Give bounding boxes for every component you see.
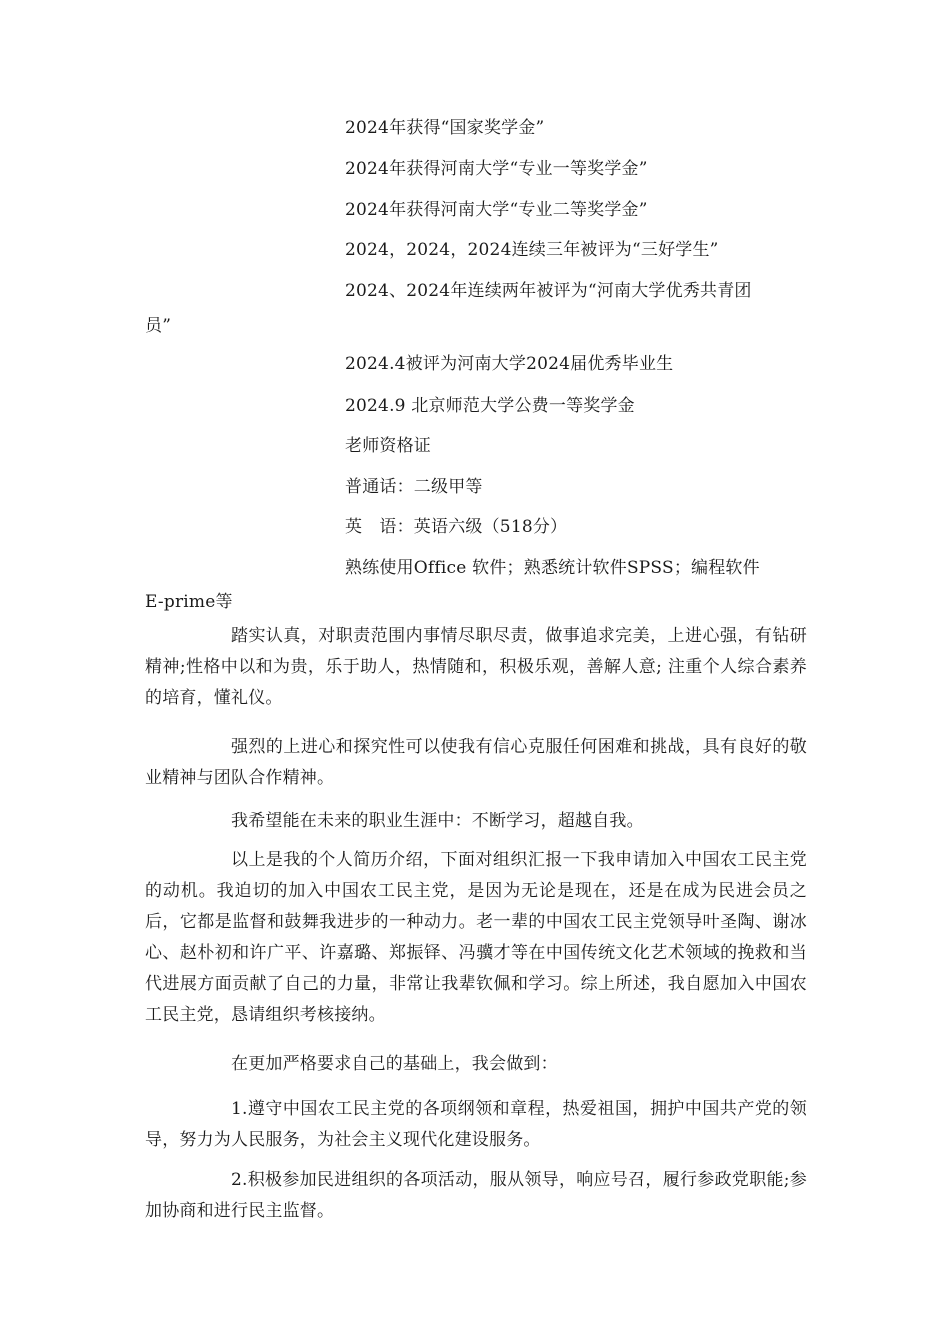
commitment-intro-paragraph: 在更加严格要求自己的基础上，我会做到： [231,1054,558,1074]
honor-item: 2024，2024，2024连续三年被评为“三好学生” [345,240,719,260]
skill-item: 老师资格证 [345,436,431,456]
honor-item: 2024年获得“国家奖学金” [345,118,545,138]
self-evaluation-paragraph: 踏实认真，对职责范围内事情尽职尽责，做事追求完美，上进心强，有钻研精神;性格中以和为贵，乐于助人，热情随和，积极乐观，善解人意; 注重个人综合素养的培育，懂礼仪。 [145,626,807,708]
honor-item: 2024年获得河南大学“专业一等奖学金” [345,159,648,179]
career-goal-paragraph: 我希望能在未来的职业生涯中：不断学习，超越自我。 [231,811,644,831]
skill-item-continuation: E-prime等 [145,592,233,612]
application-paragraph: 以上是我的个人简历介绍，下面对组织汇报一下我申请加入中国农工民主党的动机。我迫切的加入中国农工民主党，是因为无论是现在，还是在成为民进会员之后，它都是监督和鼓舞我进步的一种动力。老一辈的中国农工民主党领导叶圣陶、谢冰心、赵朴初和许广平、许嘉璐、郑振铎、冯骥才等在中国传统文化艺术领域的挽救和当代进展方面贡献了自己的力量，非常让我辈钦佩和学习。综上所述，我自愿加入中国农工民主党，恳请组织考核接纳。 [145,850,807,1025]
skill-item: 普通话：二级甲等 [345,477,483,497]
honor-item: 2024、2024年连续两年被评为“河南大学优秀共青团 [345,281,752,301]
commitment-item-2: 2.积极参加民进组织的各项活动，服从领导，响应号召，履行参政党职能;参加协商和进行民主监督。 [145,1170,807,1221]
commitment-item-1: 1.遵守中国农工民主党的各项纲领和章程，热爱祖国，拥护中国共产党的领导，努力为人民服务，为社会主义现代化建设服务。 [145,1099,807,1150]
honor-item: 2024.4被评为河南大学2024届优秀毕业生 [345,354,674,374]
honor-item: 2024.9 北京师范大学公费一等奖学金 [345,396,635,416]
motivation-paragraph: 强烈的上进心和探究性可以使我有信心克服任何困难和挑战，具有良好的敬业精神与团队合作精神。 [145,737,807,788]
skill-item: 英 语：英语六级（518分） [345,517,568,537]
skill-item: 熟练使用Office 软件；熟悉统计软件SPSS；编程软件 [345,558,760,578]
honor-item-continuation: 员” [145,316,172,336]
honor-item: 2024年获得河南大学“专业二等奖学金” [345,200,648,220]
